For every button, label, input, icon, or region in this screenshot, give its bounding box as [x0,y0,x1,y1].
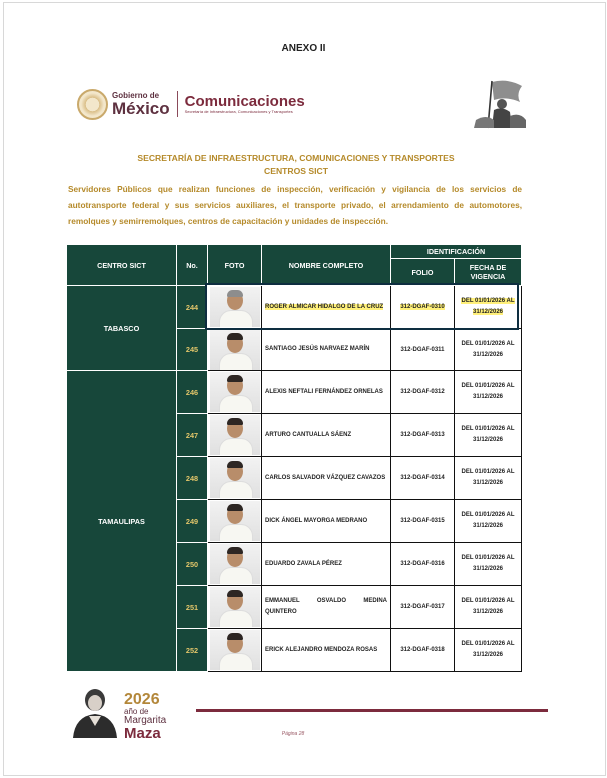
row-number: 244 [177,286,208,329]
page-number: Página 28 [281,731,305,737]
person-photo [210,287,260,327]
folio-value: 312-DGAF-0310 [400,304,445,310]
folio-value: 312-DGAF-0313 [391,414,455,457]
vigencia-start: DEL 01/01/2026 AL [461,598,515,604]
folio-value: 312-DGAF-0312 [391,371,455,414]
vigencia-end: 31/12/2026 [472,652,504,658]
row-number: 252 [177,629,208,672]
table-row [67,371,522,414]
person-photo [210,330,260,370]
person-name: SANTIAGO JESÚS NARVAEZ MARÍN [262,329,391,371]
gobierno-bottom: México [112,98,170,118]
person-name: ALEXIS NEFTALI FERNÁNDEZ ORNELAS [262,371,391,414]
year-sub: año de [124,707,149,716]
vigencia-start: DEL 01/01/2026 AL [461,298,515,304]
vigencia-start: DEL 01/01/2026 AL [461,469,515,475]
gobierno-logo [77,88,305,120]
dept-subtitle: Secretaría de Infraestructura, Comunicaciones y Transportes [184,109,293,114]
vigencia-end: 31/12/2026 [472,351,504,358]
dept-name: Comunicaciones [184,93,305,110]
person-name: EDUARDO ZAVALA PÉREZ [262,543,391,586]
vigencia-start: DEL 01/01/2026 AL [461,426,515,432]
row-number: 251 [177,586,208,629]
year-name-first: Margarita [124,715,167,726]
person-photo [210,587,260,627]
vigencia-start: DEL 01/01/2026 AL [461,383,515,389]
gobierno-wordmark [112,92,170,117]
row-number: 248 [177,457,208,500]
vigencia-start: DEL 01/01/2026 AL [461,555,515,561]
year-name-last: Maza [124,725,161,742]
row-number: 250 [177,543,208,586]
footer-divider [196,709,548,712]
vigencia-start: DEL 01/01/2026 AL [461,340,515,347]
secretaria-title: SECRETARÍA DE INFRAESTRUCTURA, COMUNICACIONES Y TRANSPORTES [137,153,455,163]
row-number: 245 [177,329,208,371]
row-number: 246 [177,371,208,414]
header-no: No. [177,245,208,286]
annex-title: ANEXO II [281,43,326,54]
header-nombre: NOMBRE COMPLETO [262,245,391,286]
folio-value: 312-DGAF-0311 [391,329,455,371]
person-photo [210,372,260,412]
comunicaciones-wordmark [185,94,305,114]
header-foto: FOTO [208,245,262,286]
header-centro: CENTRO SICT [67,245,177,286]
folio-value: 312-DGAF-0316 [391,543,455,586]
logo-divider [177,91,178,117]
vigencia-end: 31/12/2026 [472,480,504,486]
row-number: 249 [177,500,208,543]
header-folio: FOLIO [391,259,455,286]
person-photo [210,630,260,670]
header-identificacion: IDENTIFICACIÓN [391,245,522,259]
vigencia-start: DEL 01/01/2026 AL [461,641,515,647]
header-vigencia: FECHA DE VIGENCIA [455,259,522,286]
seal-icon [77,89,108,120]
region-tabasco: TABASCO [67,286,177,371]
person-name: EMMANUEL OSVALDO MEDINA QUINTERO [262,586,391,629]
row-number: 247 [177,414,208,457]
vigencia-end: 31/12/2026 [472,566,504,572]
person-photo [210,501,260,541]
person-name: DICK ÁNGEL MAYORGA MEDRANO [262,500,391,543]
vigencia-end: 31/12/2026 [472,309,504,315]
folio-value: 312-DGAF-0318 [391,629,455,672]
person-name: CARLOS SALVADOR VÁZQUEZ CAVAZOS [262,457,391,500]
vigencia-end: 31/12/2026 [472,437,504,443]
vigencia-end: 31/12/2026 [472,609,504,615]
folio-value: 312-DGAF-0315 [391,500,455,543]
person-name: ROGER ALMICAR HIDALGO DE LA CRUZ [265,303,384,310]
year-number: 2026 [124,691,160,708]
person-photo [210,458,260,498]
person-photo [210,544,260,584]
folio-value: 312-DGAF-0317 [391,586,455,629]
vigencia-end: 31/12/2026 [472,394,504,400]
vigencia-end: 31/12/2026 [472,523,504,529]
folio-value: 312-DGAF-0314 [391,457,455,500]
person-name: ERICK ALEJANDRO MENDOZA ROSAS [262,629,391,672]
centros-title: CENTROS SICT [264,166,328,176]
vigencia-start: DEL 01/01/2026 AL [461,512,515,518]
flag-illustration-icon [472,76,528,130]
inspectors-table [66,244,522,672]
person-name: ARTURO CANTUALLA SÁENZ [262,414,391,457]
table-row [67,286,522,329]
gobierno-top: Gobierno de [112,90,160,100]
region-tamaulipas: TAMAULIPAS [67,371,177,672]
person-photo [210,415,260,455]
description-paragraph: Servidores Públicos que realizan funciones de inspección, verificación y vigilancia de los servicios de autotransporte federal y sus servicios auxiliares, el transporte privado, el arrendamiento de automotores, remolques y semirremolques, centros de capacitación y unidades de inspección. [68,184,522,226]
